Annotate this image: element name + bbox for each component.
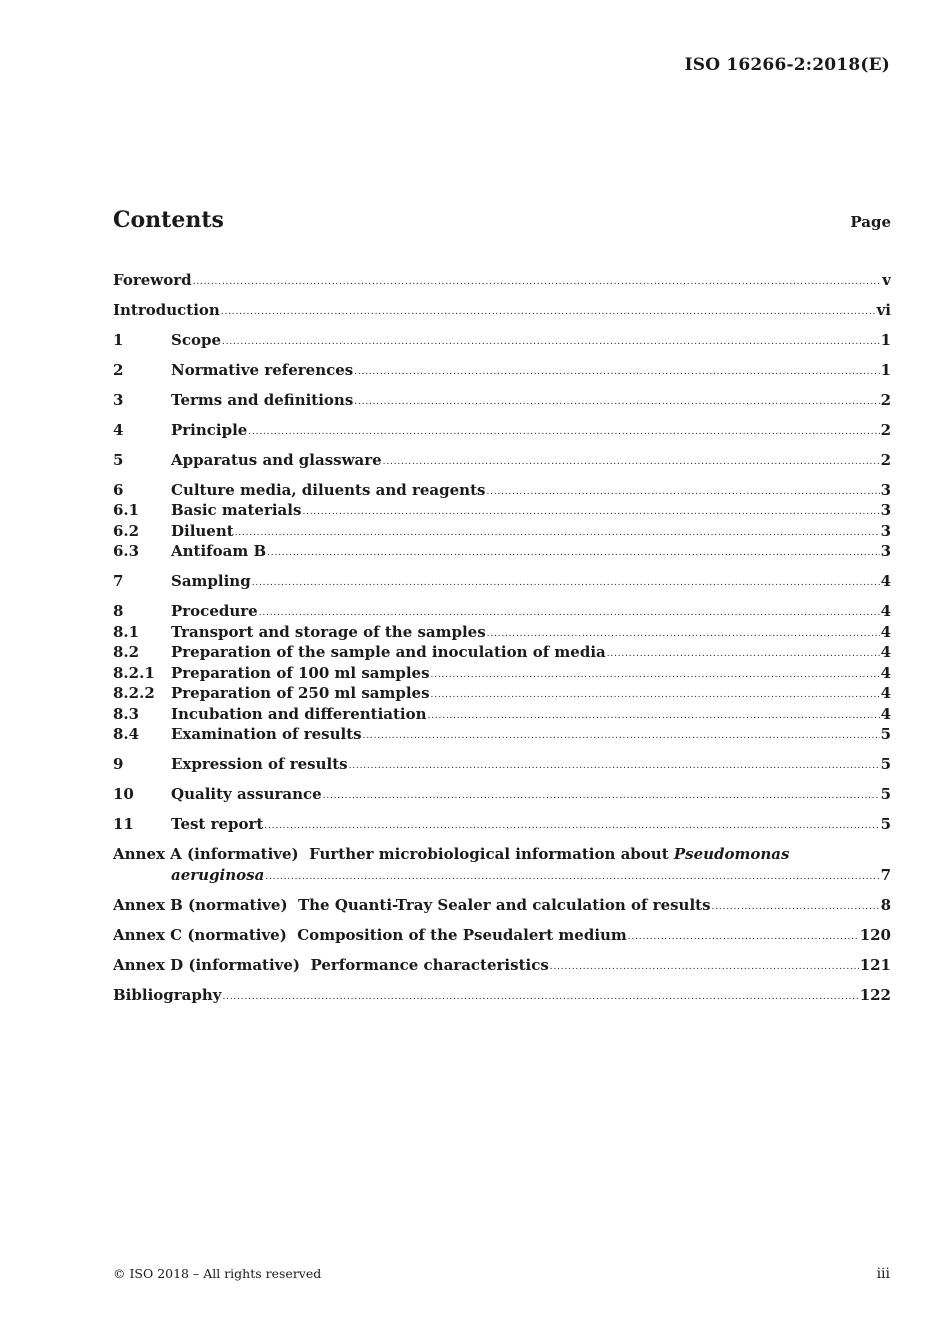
toc-entry-number: 8.4: [113, 725, 140, 743]
toc-entry-number: 11: [113, 815, 134, 833]
toc-entry-page: 4: [880, 704, 891, 723]
toc-entry-4[interactable]: [113, 418, 891, 439]
toc-entry-page: 7: [880, 865, 891, 884]
leader-dots: [712, 901, 880, 914]
toc-entry-number: 9: [113, 755, 124, 773]
toc-entry-5[interactable]: [113, 448, 891, 469]
toc-entry-page: 3: [880, 521, 891, 540]
footer-page-number: iii: [876, 1266, 890, 1282]
leader-dots: [221, 306, 876, 319]
toc-entry-page: 3: [880, 501, 891, 519]
toc-entry-title: Examination of results: [171, 725, 362, 743]
leader-dots: [431, 689, 880, 702]
toc-entry-number: 6.1: [113, 501, 140, 519]
toc-entry-annex-b[interactable]: [113, 893, 891, 914]
toc-entry-page: 4: [880, 602, 891, 620]
toc-entry-number: 6.2: [113, 521, 140, 540]
toc-entry-7[interactable]: [113, 570, 891, 591]
toc-entry-title: Preparation of the sample and inoculation of media: [171, 643, 606, 661]
toc-entry-8-2-1[interactable]: [113, 661, 891, 682]
toc-entry-title-italic: Pseudomonas: [673, 845, 790, 863]
toc-entry-title: Transport and storage of the samples: [171, 622, 486, 641]
toc-entry-11[interactable]: [113, 813, 891, 834]
toc-entry-page: 5: [880, 815, 891, 833]
toc-entry-8-3[interactable]: [113, 702, 891, 723]
leader-dots: [267, 547, 879, 560]
toc-entry-title: Sampling: [171, 572, 251, 590]
toc-entry-page: 5: [880, 725, 891, 743]
leader-dots: [628, 931, 859, 944]
toc-entry-title: Procedure: [171, 602, 258, 620]
toc-entry-page: v: [882, 270, 891, 289]
toc-entry-page: vi: [876, 300, 891, 319]
leader-dots: [349, 760, 880, 773]
leader-dots: [428, 710, 880, 723]
leader-dots: [550, 961, 859, 974]
toc-entry-title-italic: aeruginosa: [171, 865, 265, 884]
toc-entry-title: Expression of results: [171, 755, 348, 773]
toc-entry-page: 2: [880, 390, 891, 409]
leader-dots: [252, 577, 880, 590]
toc-entry-number: 8: [113, 602, 124, 620]
leader-dots: [487, 628, 880, 641]
toc-entry-annex-c[interactable]: [113, 923, 891, 944]
toc-entry-title: Normative references: [171, 360, 354, 379]
toc-entry-introduction[interactable]: [113, 298, 891, 319]
toc-entry-title: Antifoam B: [171, 542, 267, 560]
toc-entry-number: 8.2.1: [113, 663, 155, 682]
leader-dots: [354, 396, 879, 409]
leader-dots: [264, 820, 879, 833]
leader-dots: [259, 607, 880, 620]
leader-dots: [302, 506, 879, 519]
leader-dots: [323, 790, 880, 803]
toc-entry-title: Quality assurance: [171, 785, 322, 803]
toc-entry-number: 1: [113, 330, 124, 349]
toc-entry-title: Foreword: [113, 270, 192, 289]
toc-entry-annex-a[interactable]: [113, 843, 891, 864]
leader-dots: [363, 730, 880, 743]
toc-entry-page: 5: [880, 785, 891, 803]
toc-entry-title: Culture media, diluents and reagents: [171, 480, 486, 499]
toc-entry-6-3[interactable]: [113, 540, 891, 561]
leader-dots: [235, 527, 880, 540]
leader-dots: [265, 871, 879, 884]
leader-dots: [354, 366, 879, 379]
toc-entry-10[interactable]: [113, 783, 891, 804]
toc-entry-number: 2: [113, 360, 124, 379]
toc-entry-annex-d[interactable]: [113, 953, 891, 974]
toc-entry-title: Diluent: [171, 521, 234, 540]
toc-entry-title: Basic materials: [171, 501, 302, 519]
toc-entry-page: 2: [880, 450, 891, 469]
toc-entry-page: 4: [880, 684, 891, 702]
leader-dots: [383, 456, 880, 469]
toc-entry-page: 4: [880, 572, 891, 590]
toc-entry-page: 1: [880, 330, 891, 349]
toc-entry-page: 1: [880, 360, 891, 379]
toc-entry-8-1[interactable]: [113, 620, 891, 641]
toc-entry-page: 4: [880, 643, 891, 661]
toc-entry-title: Annex A (informative) Further microbiological information about: [113, 845, 674, 863]
toc-entry-page: 4: [880, 663, 891, 682]
contents-title: Contents: [113, 207, 224, 233]
contents-heading: [113, 207, 891, 233]
toc-entry-page: 121: [859, 955, 891, 974]
toc-entry-number: 8.3: [113, 704, 140, 723]
toc-entry-title: Annex D (informative) Performance characteristics: [113, 955, 549, 974]
toc-entry-page: 4: [880, 622, 891, 641]
toc-entry-8-4[interactable]: [113, 723, 891, 744]
leader-dots: [193, 276, 882, 289]
toc-entry-8-2[interactable]: [113, 641, 891, 662]
leader-dots: [222, 336, 880, 349]
toc-entry-6[interactable]: [113, 478, 891, 499]
toc-entry-annex-a-continued[interactable]: [113, 863, 891, 884]
toc-entry-title: Terms and definitions: [171, 390, 354, 409]
toc-entry-number: 10: [113, 785, 134, 803]
toc-entry-3[interactable]: [113, 388, 891, 409]
document-id: ISO 16266-2:2018(E): [684, 55, 890, 75]
toc-entry-number: 7: [113, 572, 124, 590]
toc-entry-8-2-2[interactable]: [113, 682, 891, 703]
toc-entry-title: Bibliography: [113, 985, 222, 1004]
toc-entry-number: 5: [113, 450, 124, 469]
toc-entry-9[interactable]: [113, 753, 891, 774]
toc-entry-foreword[interactable]: [113, 268, 891, 289]
toc-entry-title: Annex B (normative) The Quanti-Tray Sealer and calculation of results: [113, 895, 711, 914]
toc-entry-2[interactable]: [113, 358, 891, 379]
toc-entry-page: 8: [880, 895, 891, 914]
footer-copyright: © ISO 2018 – All rights reserved: [113, 1266, 322, 1281]
toc-entry-number: 8.2: [113, 643, 140, 661]
toc-entry-number: 6: [113, 480, 124, 499]
toc-entry-page: 3: [880, 542, 891, 560]
toc-entry-page: 3: [880, 480, 891, 499]
toc-entry-number: 6.3: [113, 542, 140, 560]
toc-entry-title: Scope: [171, 330, 222, 349]
toc-entry-title: Preparation of 250 ml samples: [171, 684, 430, 702]
leader-dots: [223, 991, 859, 1004]
toc-entry-8[interactable]: [113, 600, 891, 621]
toc-entry-number: 8.2.2: [113, 684, 155, 702]
toc-entry-number: 8.1: [113, 622, 140, 641]
toc-entry-page: 122: [859, 985, 891, 1004]
leader-dots: [431, 669, 880, 682]
table-of-contents: [113, 268, 891, 1004]
toc-entry-bibliography[interactable]: [113, 983, 891, 1004]
toc-entry-title: Incubation and differentiation: [171, 704, 427, 723]
toc-entry-6-1[interactable]: [113, 499, 891, 520]
toc-entry-title: Introduction: [113, 300, 220, 319]
toc-entry-title: Preparation of 100 ml samples: [171, 663, 430, 682]
leader-dots: [486, 486, 879, 499]
toc-entry-title: Test report: [171, 815, 264, 833]
toc-entry-1[interactable]: [113, 328, 891, 349]
page-column-label: Page: [850, 213, 891, 231]
leader-dots: [248, 426, 879, 439]
toc-entry-page: 120: [859, 925, 891, 944]
toc-entry-number: 4: [113, 420, 124, 439]
toc-entry-6-2[interactable]: [113, 519, 891, 540]
toc-entry-page: 5: [880, 755, 891, 773]
toc-entry-title: Apparatus and glassware: [171, 450, 382, 469]
toc-entry-title: Principle: [171, 420, 248, 439]
toc-entry-page: 2: [880, 420, 891, 439]
toc-entry-title: Annex C (normative) Composition of the Pseudalert medium: [113, 925, 627, 944]
leader-dots: [607, 648, 880, 661]
toc-entry-number: 3: [113, 390, 124, 409]
